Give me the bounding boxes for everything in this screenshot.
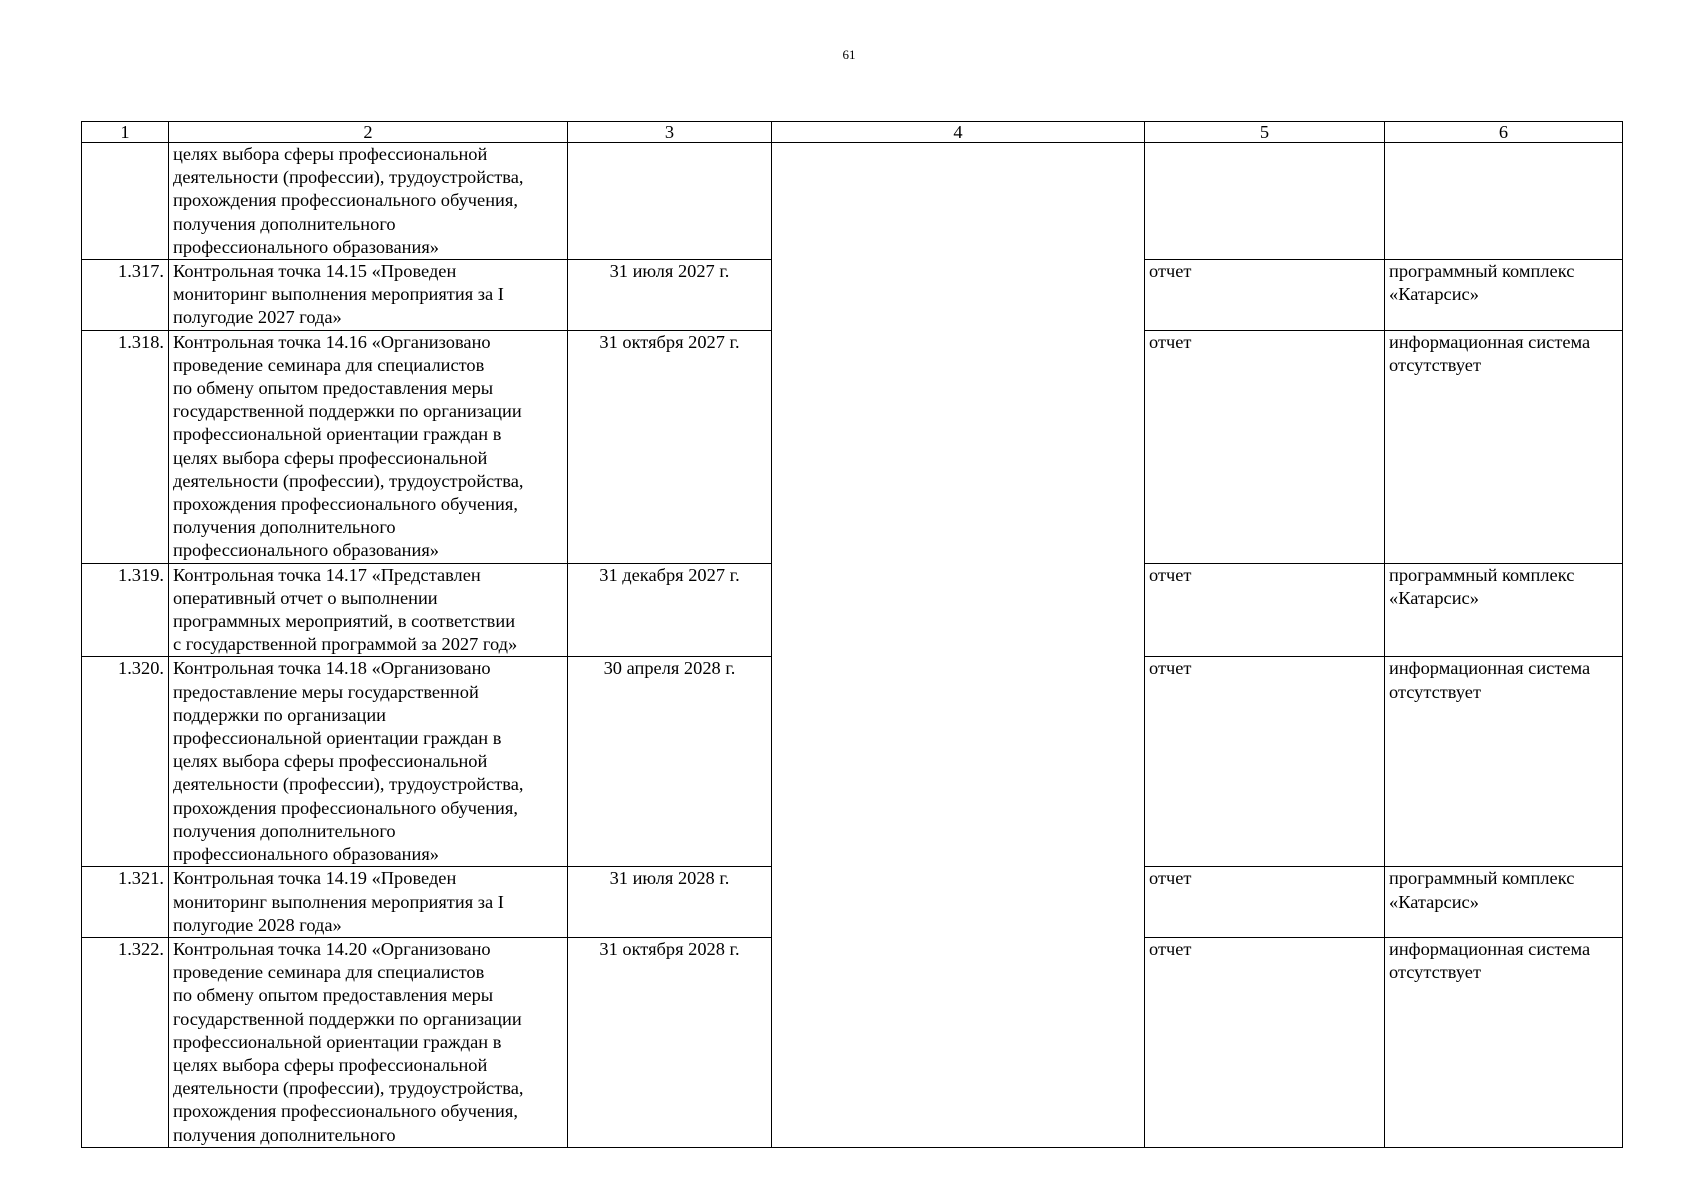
document-type: отчет bbox=[1145, 563, 1385, 657]
header-col-6: 6 bbox=[1385, 122, 1623, 143]
deadline-date: 31 октября 2027 г. bbox=[568, 330, 772, 563]
deadline-date: 31 июля 2027 г. bbox=[568, 260, 772, 331]
control-point-name: целях выбора сферы профессиональной деятельности (профессии), трудоустройства, прохождения профессионального обучения, получения дополнительного профессионального образования» bbox=[169, 143, 568, 260]
table-header-row bbox=[82, 122, 1623, 143]
control-point-name: Контрольная точка 14.18 «Организовано предоставление меры государственной поддержки по организации профессиональной ориентации граждан в целях выбора сферы профессиональной деятельности (профессии), трудоустройства, прохождения профессионального обучения, получения дополнительного профессионального образования» bbox=[169, 657, 568, 867]
header-col-2: 2 bbox=[169, 122, 568, 143]
row-number: 1.320. bbox=[82, 657, 169, 867]
header-col-4: 4 bbox=[772, 122, 1145, 143]
control-point-name: Контрольная точка 14.16 «Организовано проведение семинара для специалистов по обмену опытом предоставления меры государственной поддержки по организации профессиональной ориентации граждан в целях выбора сферы профессиональной деятельности (профессии), трудоустройства, прохождения профессионального обучения, получения дополнительного профессионального образования» bbox=[169, 330, 568, 563]
document-type: отчет bbox=[1145, 937, 1385, 1147]
page-number: 61 bbox=[842, 47, 856, 62]
row-number bbox=[82, 143, 169, 260]
information-system: информационная система отсутствует bbox=[1385, 937, 1623, 1147]
document-type: отчет bbox=[1145, 867, 1385, 938]
deadline-date: 31 октября 2028 г. bbox=[568, 937, 772, 1147]
information-system: программный комплекс «Катарсис» bbox=[1385, 867, 1623, 938]
row-number: 1.318. bbox=[82, 330, 169, 563]
information-system: программный комплекс «Катарсис» bbox=[1385, 563, 1623, 657]
information-system: информационная система отсутствует bbox=[1385, 330, 1623, 563]
control-point-name: Контрольная точка 14.15 «Проведен мониторинг выполнения мероприятия за I полугодие 2027 года» bbox=[169, 260, 568, 331]
document-type bbox=[1145, 143, 1385, 260]
row-number: 1.322. bbox=[82, 937, 169, 1147]
document-type: отчет bbox=[1145, 657, 1385, 867]
control-point-name: Контрольная точка 14.17 «Представлен оперативный отчет о выполнении программных мероприятий, в соответствии с государственной программой за 2027 год» bbox=[169, 563, 568, 657]
information-system: информационная система отсутствует bbox=[1385, 657, 1623, 867]
deadline-date: 30 апреля 2028 г. bbox=[568, 657, 772, 867]
header-col-5: 5 bbox=[1145, 122, 1385, 143]
responsible-executor-cell bbox=[772, 143, 1145, 1148]
header-col-1: 1 bbox=[82, 122, 169, 143]
row-number: 1.317. bbox=[82, 260, 169, 331]
row-number: 1.319. bbox=[82, 563, 169, 657]
document-type: отчет bbox=[1145, 330, 1385, 563]
control-point-name: Контрольная точка 14.20 «Организовано проведение семинара для специалистов по обмену опытом предоставления меры государственной поддержки по организации профессиональной ориентации граждан в целях выбора сферы профессиональной деятельности (профессии), трудоустройства, прохождения профессионального обучения, получения дополнительного bbox=[169, 937, 568, 1147]
document-type: отчет bbox=[1145, 260, 1385, 331]
row-number: 1.321. bbox=[82, 867, 169, 938]
control-point-name: Контрольная точка 14.19 «Проведен мониторинг выполнения мероприятия за I полугодие 2028 года» bbox=[169, 867, 568, 938]
table-row bbox=[82, 143, 1623, 260]
deadline-date bbox=[568, 143, 772, 260]
information-system: программный комплекс «Катарсис» bbox=[1385, 260, 1623, 331]
deadline-date: 31 июля 2028 г. bbox=[568, 867, 772, 938]
header-col-3: 3 bbox=[568, 122, 772, 143]
deadline-date: 31 декабря 2027 г. bbox=[568, 563, 772, 657]
information-system bbox=[1385, 143, 1623, 260]
control-points-table bbox=[81, 121, 1623, 1148]
